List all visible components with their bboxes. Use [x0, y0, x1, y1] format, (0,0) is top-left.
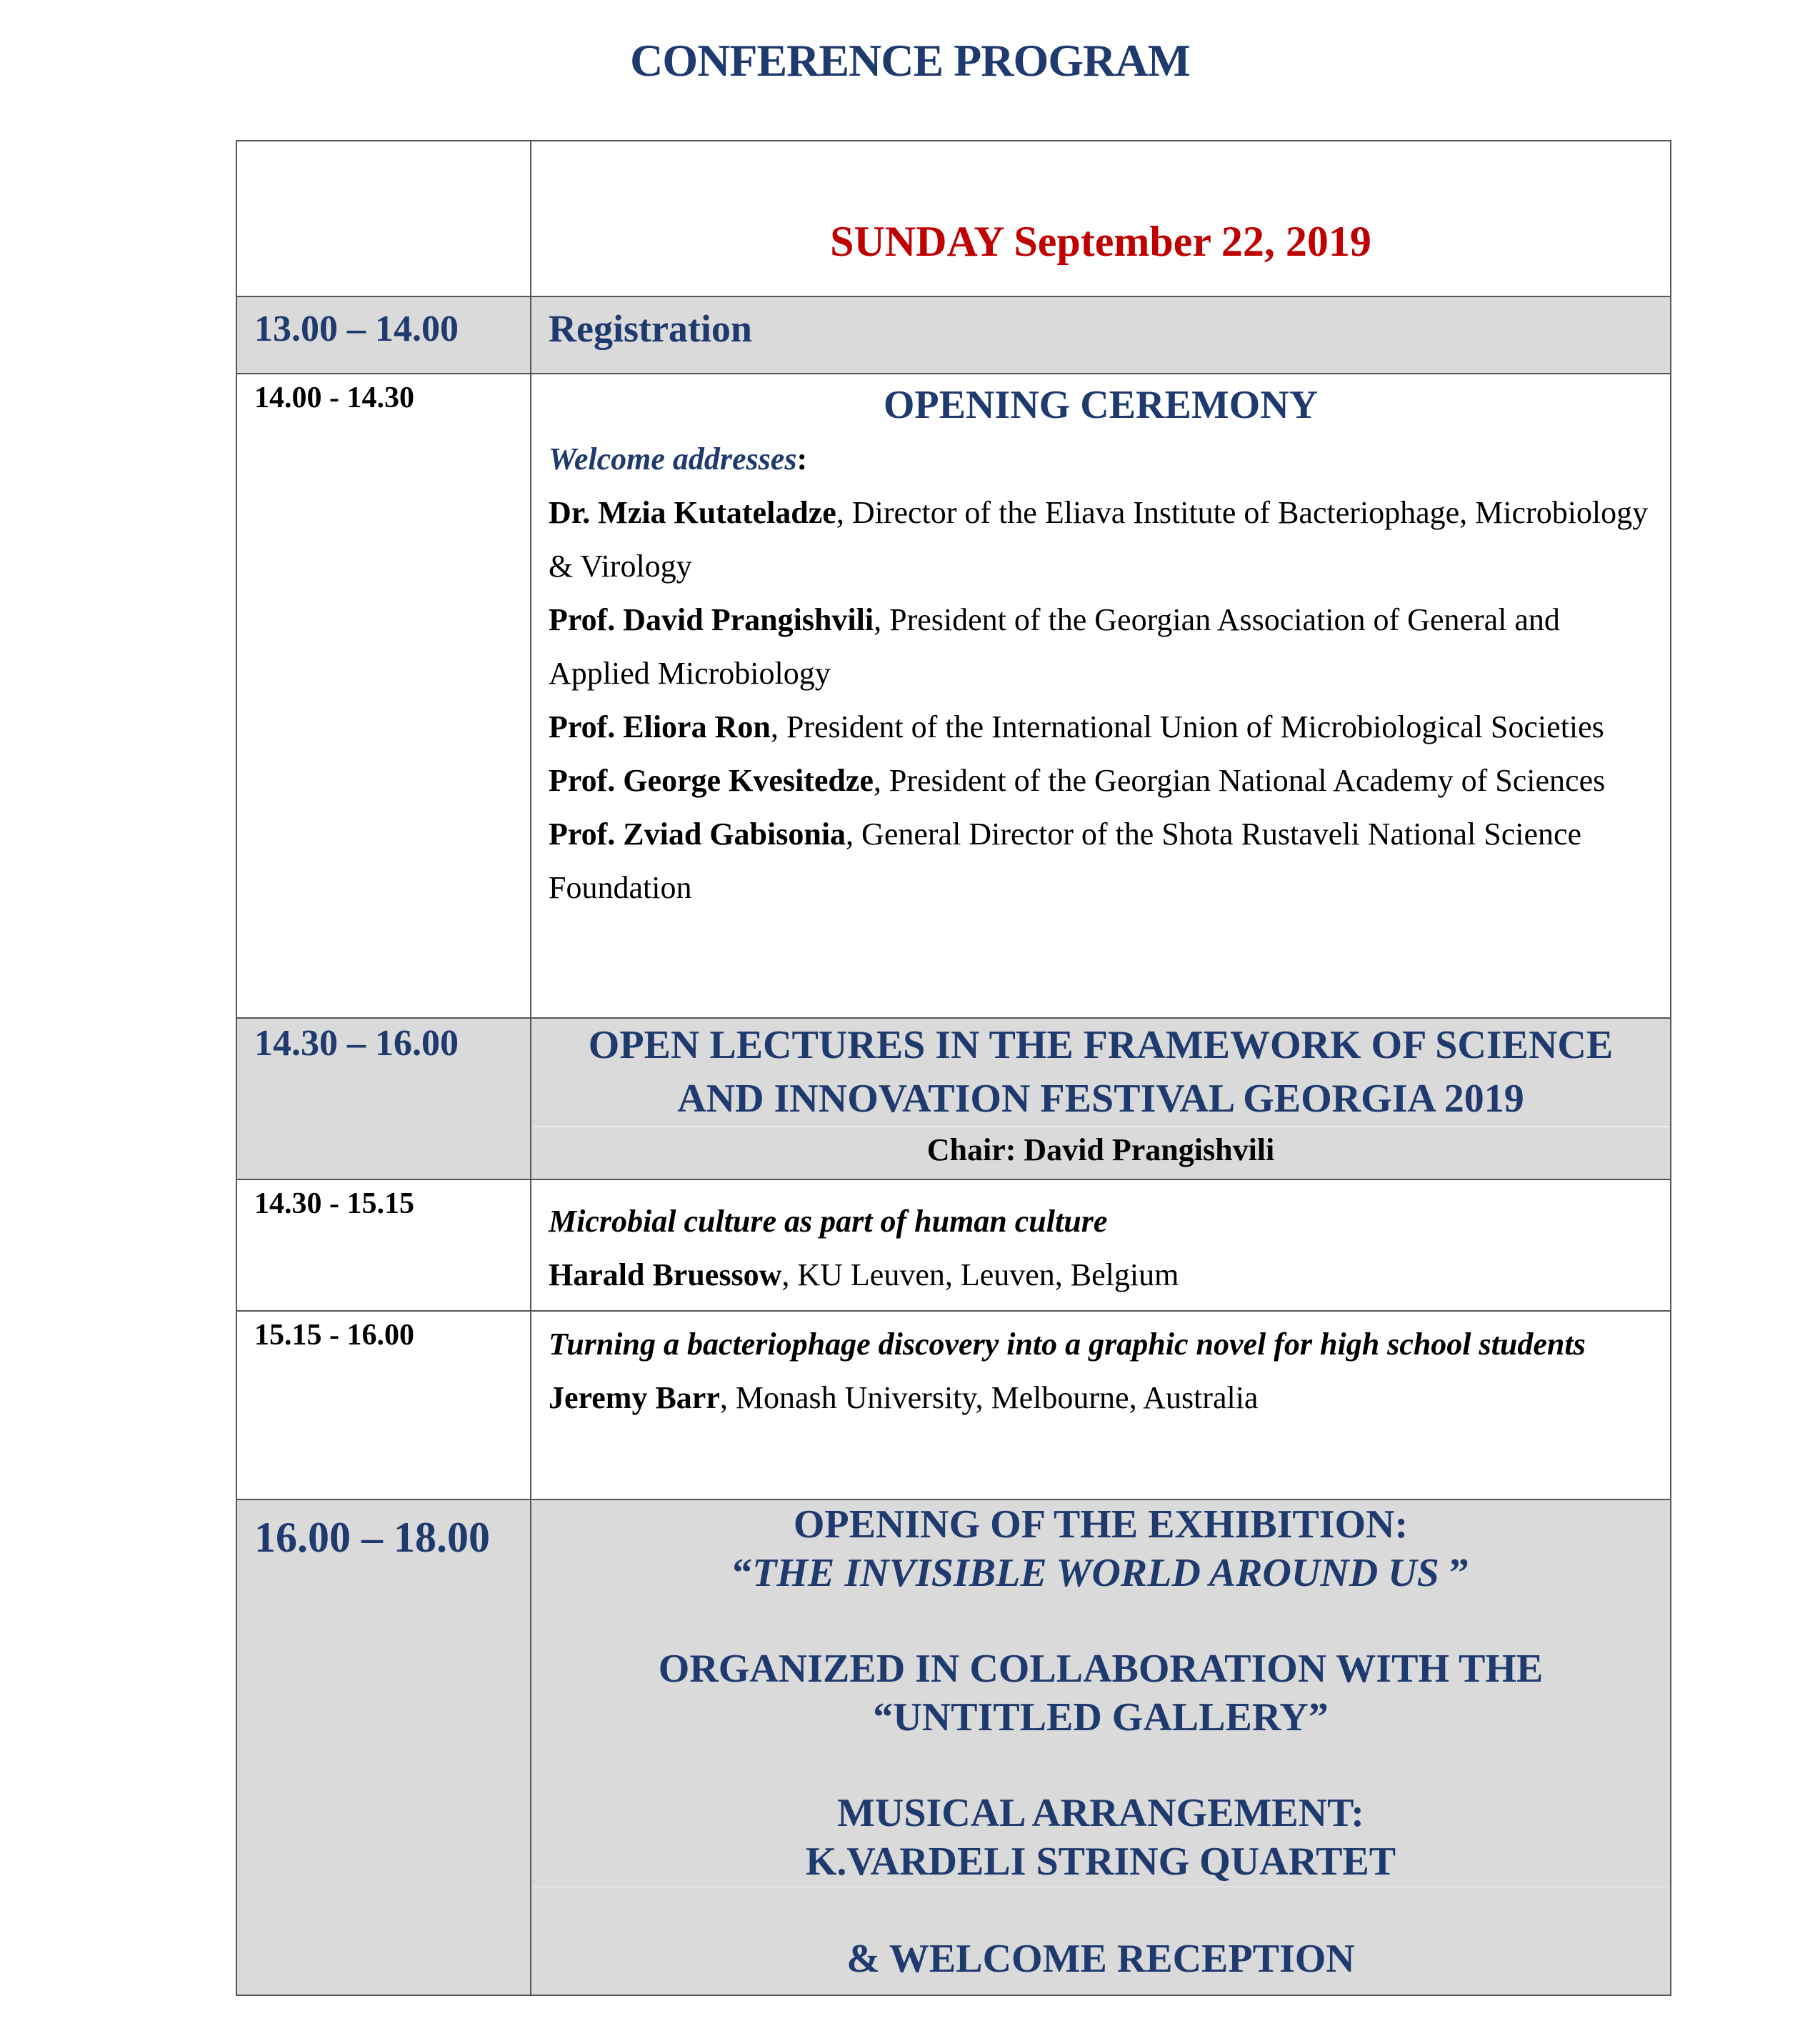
exhibition-line: MUSICAL ARRANGEMENT:	[837, 1791, 1364, 1835]
registration-row	[236, 296, 1671, 374]
opening-ceremony-heading: OPENING CEREMONY	[883, 383, 1319, 427]
session-chair: Chair: David Prangishvili	[926, 1132, 1275, 1167]
speaker-name: Dr. Mzia Kutateladze	[549, 495, 836, 530]
speaker-affiliation: , Monash University, Melbourne, Australia	[719, 1380, 1259, 1415]
speaker-role: , Director of the Eliava Institute of Bacteriophage, Microbiology & Virology	[549, 495, 1649, 584]
program-table	[236, 140, 1671, 1996]
exhibition-title-line: “THE INVISIBLE WORLD AROUND US ”	[732, 1551, 1469, 1595]
talk-title: Microbial culture as part of human culture	[549, 1204, 1108, 1239]
speaker-name: Prof. David Prangishvili	[549, 602, 874, 637]
talk-speaker	[549, 1371, 1653, 1424]
exhibition-line: ORGANIZED IN COLLABORATION WITH THE	[658, 1647, 1544, 1691]
speaker-role: , President of the Georgian Association of General and Applied Microbiology	[549, 602, 1560, 691]
talk-row	[236, 1311, 1671, 1499]
day-header-time-cell	[236, 141, 531, 296]
day-header-cell	[531, 141, 1671, 296]
speaker-entry	[549, 754, 1653, 807]
talk-speaker	[549, 1248, 1653, 1302]
speaker-name: Harald Bruessow	[549, 1257, 782, 1292]
registration-label: Registration	[549, 307, 752, 350]
registration-time: 13.00 – 14.00	[254, 309, 459, 349]
open-lectures-heading-line2: AND INNOVATION FESTIVAL GEORGIA 2019	[677, 1077, 1524, 1121]
talk-time: 15.15 - 16.00	[254, 1319, 414, 1352]
opening-ceremony-row	[236, 374, 1671, 1018]
speaker-name: Prof. Eliora Ron	[549, 709, 771, 744]
talk-row	[236, 1179, 1671, 1311]
exhibition-row	[236, 1499, 1671, 1995]
opening-ceremony-time: 14.00 - 14.30	[254, 381, 414, 414]
speaker-role: , General Director of the Shota Rustaveli National Science Foundation	[549, 817, 1582, 905]
open-lectures-time: 14.30 – 16.00	[254, 1023, 459, 1064]
open-lectures-heading-line1: OPEN LECTURES IN THE FRAMEWORK OF SCIENCE	[588, 1023, 1614, 1067]
speaker-entry	[549, 807, 1653, 914]
talk-time: 14.30 - 15.15	[254, 1187, 414, 1220]
speaker-name: Jeremy Barr	[549, 1380, 720, 1415]
exhibition-line: OPENING OF THE EXHIBITION:	[793, 1502, 1409, 1547]
speaker-affiliation: , KU Leuven, Leuven, Belgium	[781, 1257, 1179, 1292]
speaker-name: Prof. George Kvesitedze	[549, 763, 874, 798]
speaker-entry	[549, 593, 1653, 700]
speaker-entry	[549, 486, 1653, 593]
exhibition-time: 16.00 – 18.00	[254, 1514, 490, 1561]
open-lectures-row	[236, 1018, 1671, 1179]
talk-title: Turning a bacteriophage discovery into a graphic novel for high school students	[549, 1327, 1586, 1362]
speaker-role: , President of the International Union of Microbiological Societies	[770, 709, 1604, 744]
exhibition-line: “UNTITLED GALLERY”	[873, 1695, 1329, 1740]
speaker-role: , President of the Georgian National Academy of Sciences	[873, 763, 1606, 798]
exhibition-line: & WELCOME RECEPTION	[846, 1937, 1355, 1981]
exhibition-title: THE INVISIBLE WORLD AROUND US	[752, 1551, 1439, 1595]
day-header-row	[236, 141, 1671, 296]
speaker-entry	[549, 700, 1653, 754]
speaker-name: Prof. Zviad Gabisonia	[549, 817, 846, 852]
welcome-addresses-label: Welcome addresses:	[549, 441, 808, 476]
page-title: CONFERENCE PROGRAM	[630, 35, 1190, 86]
exhibition-line: K.VARDELI STRING QUARTET	[805, 1840, 1396, 1884]
day-header: SUNDAY September 22, 2019	[830, 218, 1371, 265]
